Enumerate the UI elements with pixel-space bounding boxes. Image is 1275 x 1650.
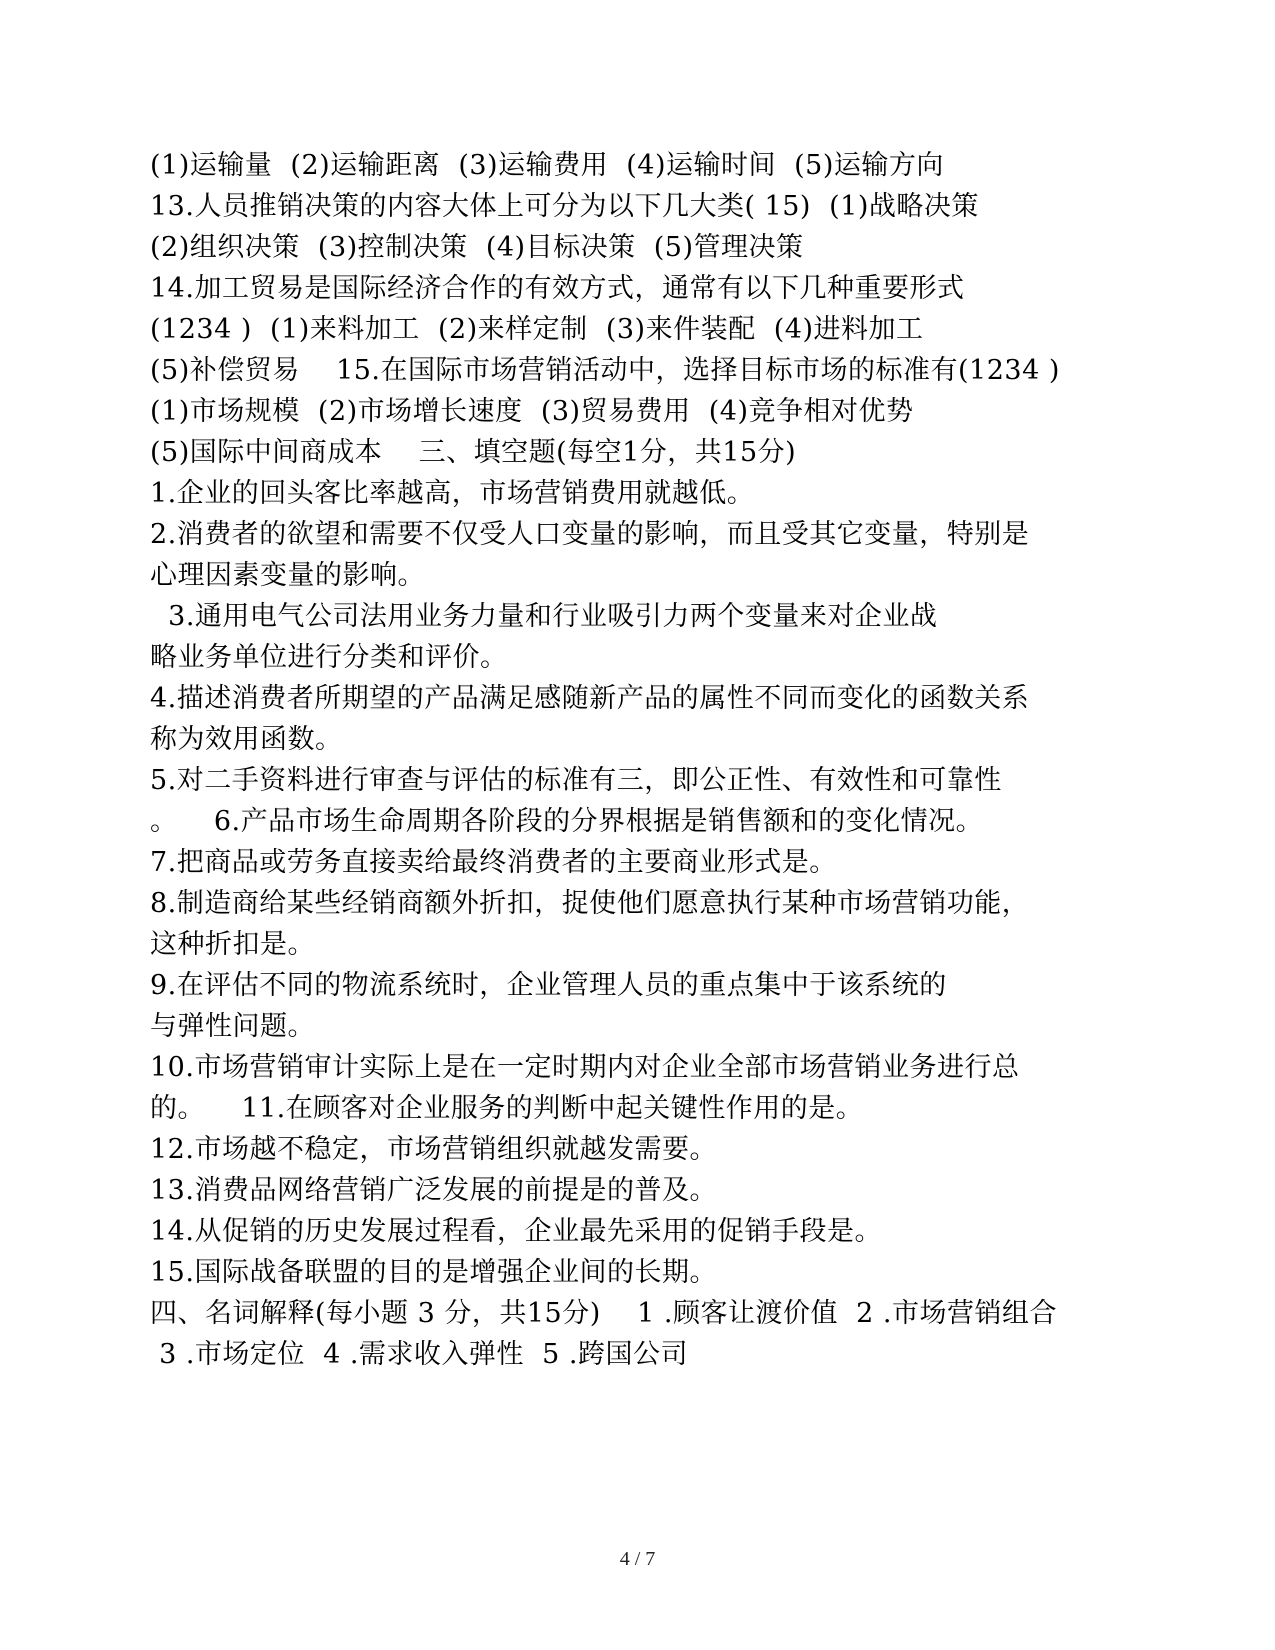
text-line: 14.加工贸易是国际经济合作的有效方式，通常有以下几种重要形式 (150, 273, 965, 304)
text-line: (5)补偿贸易 15.在国际市场营销活动中，选择目标市场的标准有(1234 ) (150, 355, 1060, 386)
text-line: 7.把商品或劳务直接卖给最终消费者的主要商业形式是。 (150, 847, 837, 878)
text-line: (1)市场规模 (2)市场增长速度 (3)贸易费用 (4)竞争相对优势 (150, 396, 914, 427)
text-line: (5)国际中间商成本 三、填空题(每空1分，共15分) (150, 437, 797, 468)
text-line: 心理因素变量的影响。 (150, 560, 425, 591)
text-line: 这种折扣是。 (150, 929, 315, 960)
text-line: 4.描述消费者所期望的产品满足感随新产品的属性不同而变化的函数关系 (150, 683, 1030, 714)
text-line: 15.国际战备联盟的目的是增强企业间的长期。 (150, 1257, 717, 1288)
text-line: 四、名词解释(每小题 3 分，共15分) 1 .顾客让渡价值 2 .市场营销组合 (150, 1298, 1057, 1329)
text-line: 9.在评估不同的物流系统时，企业管理人员的重点集中于该系统的 (150, 970, 947, 1001)
text-line: 3.通用电气公司法用业务力量和行业吸引力两个变量来对企业战 (150, 601, 938, 632)
text-line: 略业务单位进行分类和评价。 (150, 642, 508, 673)
text-line: 10.市场营销审计实际上是在一定时期内对企业全部市场营销业务进行总 (150, 1052, 1020, 1083)
text-line: 称为效用函数。 (150, 724, 343, 755)
text-line: 5.对二手资料进行审查与评估的标准有三，即公正性、有效性和可靠性 (150, 765, 1002, 796)
text-line: (1234 ) (1)来料加工 (2)来样定制 (3)来件装配 (4)进料加工 (150, 314, 924, 345)
text-line: (2)组织决策 (3)控制决策 (4)目标决策 (5)管理决策 (150, 232, 804, 263)
text-line: 2.消费者的欲望和需要不仅受人口变量的影响，而且受其它变量，特别是 (150, 519, 1030, 550)
text-line: (1)运输量 (2)运输距离 (3)运输费用 (4)运输时间 (5)运输方向 (150, 150, 944, 181)
text-line: 14.从促销的历史发展过程看，企业最先采用的促销手段是。 (150, 1216, 882, 1247)
text-line: 1.企业的回头客比率越高，市场营销费用就越低。 (150, 478, 755, 509)
text-line: 12.市场越不稳定，市场营销组织就越发需要。 (150, 1134, 717, 1165)
page-number: 4 / 7 (619, 1548, 656, 1570)
text-line: 与弹性问题。 (150, 1011, 315, 1042)
text-line: 的。 11.在顾客对企业服务的判断中起关键性作用的是。 (150, 1093, 864, 1124)
text-line: 13.人员推销决策的内容大体上可分为以下几大类( 15) (1)战略决策 (150, 191, 979, 222)
text-line: 13.消费品网络营销广泛发展的前提是的普及。 (150, 1175, 717, 1206)
text-line: 3 .市场定位 4 .需求收入弹性 5 .跨国公司 (150, 1339, 688, 1370)
text-line: 。 6.产品市场生命周期各阶段的分界根据是销售额和的变化情况。 (150, 806, 984, 837)
text-line: 8.制造商给某些经销商额外折扣，捉使他们愿意执行某种市场营销功能， (150, 888, 1030, 919)
